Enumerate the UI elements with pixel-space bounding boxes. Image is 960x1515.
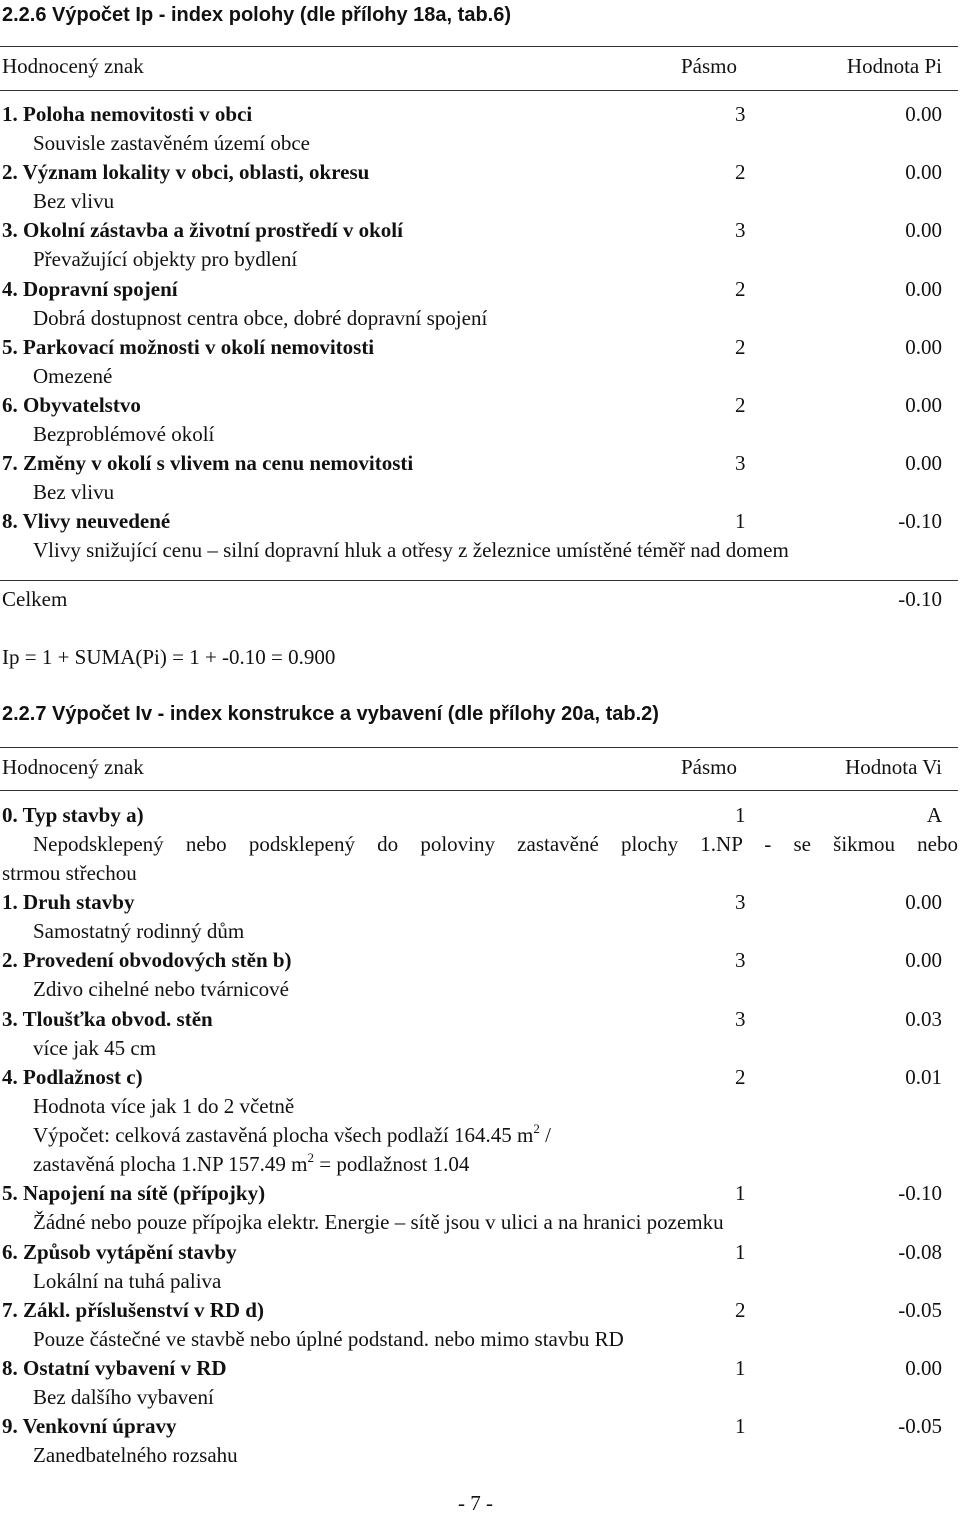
- iv-row-value: 0.01: [905, 1065, 942, 1089]
- ip-row-value: -0.10: [898, 509, 942, 533]
- iv-row-desc: Zdivo cihelné nebo tvárnicové: [33, 977, 289, 1001]
- calc-text: /: [539, 1123, 551, 1147]
- ip-row-desc: Souvisle zastavěném území obce: [33, 131, 310, 155]
- column-header-item: Hodnocený znak: [2, 54, 144, 78]
- iv-row-item: 4. Podlažnost c): [2, 1065, 143, 1089]
- iv-row-pasmo: 1: [735, 803, 746, 827]
- iv-row-item: 8. Ostatní vybavení v RD: [2, 1356, 227, 1380]
- ip-row-item: 2. Význam lokality v obci, oblasti, okresu: [2, 160, 370, 184]
- ip-row-value: 0.00: [905, 160, 942, 184]
- iv-row-pasmo: 3: [735, 948, 746, 972]
- ip-row-pasmo: 3: [735, 451, 746, 475]
- iv-row-desc: Samostatný rodinný dům: [33, 919, 245, 943]
- total-label: Celkem: [2, 587, 68, 611]
- ip-row-value: 0.00: [905, 102, 942, 126]
- iv-row-item: 9. Venkovní úpravy: [2, 1414, 177, 1438]
- ip-row-item: 4. Dopravní spojení: [2, 277, 178, 301]
- iv-row-item: 6. Způsob vytápění stavby: [2, 1240, 237, 1264]
- iv-row-value: A: [926, 803, 942, 827]
- header-rule: [0, 747, 958, 748]
- ip-row-desc: Bezproblémové okolí: [33, 422, 215, 446]
- column-header-item: Hodnocený znak: [2, 755, 144, 779]
- iv-row-item: 2. Provedení obvodových stěn b): [2, 948, 292, 972]
- section-iv-heading: 2.2.7 Výpočet Iv - index konstrukce a vybavení (dle přílohy 20a, tab.2): [2, 703, 659, 725]
- iv-row-desc: Zanedbatelného rozsahu: [33, 1443, 238, 1467]
- iv-row-pasmo: 1: [735, 1240, 746, 1264]
- ip-row-value: 0.00: [905, 218, 942, 242]
- iv-row-desc: Pouze částečné ve stavbě nebo úplné podstand. nebo mimo stavbu RD: [33, 1327, 624, 1351]
- total-value: -0.10: [898, 587, 942, 611]
- iv-row-value: 0.00: [905, 1356, 942, 1380]
- ip-row-item: 5. Parkovací možnosti v okolí nemovitosti: [2, 335, 375, 359]
- ip-row-value: 0.00: [905, 451, 942, 475]
- iv-row-desc: Bez dalšího vybavení: [33, 1385, 214, 1409]
- ip-row-item: 8. Vlivy neuvedené: [2, 509, 171, 533]
- page-number: - 7 -: [458, 1491, 493, 1515]
- ip-row-item: 6. Obyvatelstvo: [2, 393, 141, 417]
- ip-row-pasmo: 1: [735, 509, 746, 533]
- header-rule: [0, 90, 958, 91]
- ip-row-desc: Vlivy snižující cenu – silní dopravní hluk a otřesy z železnice umístěné téměř nad domem: [33, 538, 789, 562]
- ip-formula: Ip = 1 + SUMA(Pi) = 1 + -0.10 = 0.900: [2, 645, 336, 669]
- iv-row-pasmo: 2: [735, 1065, 746, 1089]
- iv-row-calc: [33, 1150, 470, 1176]
- iv-row-value: -0.05: [898, 1414, 942, 1438]
- ip-row-item: 7. Změny v okolí s vlivem na cenu nemovitosti: [2, 451, 414, 475]
- header-rule: [0, 46, 958, 47]
- iv-row-pasmo: 2: [735, 1298, 746, 1322]
- superscript: 2: [533, 1121, 540, 1136]
- iv-row-pasmo: 1: [735, 1414, 746, 1438]
- column-header-value: Hodnota Vi: [845, 755, 942, 779]
- ip-row-pasmo: 2: [735, 277, 746, 301]
- iv-row-value: -0.08: [898, 1240, 942, 1264]
- iv-row-value: 0.00: [905, 948, 942, 972]
- iv-row-desc: strmou střechou: [2, 861, 137, 885]
- column-header-pasmo: Pásmo: [681, 54, 738, 78]
- ip-row-pasmo: 2: [735, 160, 746, 184]
- column-header-value: Hodnota Pi: [846, 54, 942, 78]
- ip-row-item: 3. Okolní zástavba a životní prostředí v okolí: [2, 218, 403, 242]
- ip-row-desc: Bez vlivu: [33, 189, 115, 213]
- header-rule: [0, 790, 958, 791]
- ip-row-pasmo: 3: [735, 218, 746, 242]
- ip-row-pasmo: 2: [735, 393, 746, 417]
- iv-row-desc: Nepodsklepený nebo podsklepený do poloviny zastavěné plochy 1.NP - se šikmou nebo: [33, 832, 958, 856]
- iv-row-value: -0.10: [898, 1181, 942, 1205]
- ip-row-desc: Převažující objekty pro bydlení: [33, 247, 298, 271]
- iv-row-item: 1. Druh stavby: [2, 890, 135, 914]
- iv-row-pasmo: 3: [735, 1007, 746, 1031]
- ip-row-desc: Bez vlivu: [33, 480, 115, 504]
- iv-row-calc: [33, 1121, 551, 1147]
- calc-text: zastavěná plocha 1.NP 157.49 m: [33, 1152, 308, 1176]
- ip-row-value: 0.00: [905, 277, 942, 301]
- iv-row-pasmo: 1: [735, 1181, 746, 1205]
- column-header-pasmo: Pásmo: [681, 755, 738, 779]
- calc-text: = podlažnost 1.04: [314, 1152, 470, 1176]
- iv-row-item: 5. Napojení na sítě (přípojky): [2, 1181, 266, 1205]
- iv-row-desc: Žádné nebo pouze přípojka elektr. Energie – sítě jsou v ulici a na hranici pozemku: [33, 1210, 724, 1234]
- iv-row-value: -0.05: [898, 1298, 942, 1322]
- ip-row-desc: Omezené: [33, 364, 113, 388]
- ip-row-pasmo: 3: [735, 102, 746, 126]
- iv-row-item: 7. Zákl. příslušenství v RD d): [2, 1298, 264, 1322]
- iv-row-desc: více jak 45 cm: [33, 1036, 157, 1060]
- ip-row-desc: Dobrá dostupnost centra obce, dobré dopravní spojení: [33, 306, 488, 330]
- iv-row-desc: Hodnota více jak 1 do 2 včetně: [33, 1094, 295, 1118]
- section-ip-heading: 2.2.6 Výpočet Ip - index polohy (dle přílohy 18a, tab.6): [2, 4, 512, 26]
- ip-row-value: 0.00: [905, 393, 942, 417]
- ip-row-value: 0.00: [905, 335, 942, 359]
- ip-row-item: 1. Poloha nemovitosti v obci: [2, 102, 253, 126]
- iv-row-pasmo: 1: [735, 1356, 746, 1380]
- superscript: 2: [307, 1150, 314, 1165]
- iv-row-value: 0.00: [905, 890, 942, 914]
- iv-row-pasmo: 3: [735, 890, 746, 914]
- total-rule: [0, 580, 958, 581]
- ip-row-pasmo: 2: [735, 335, 746, 359]
- iv-row-item: 3. Tloušťka obvod. stěn: [2, 1007, 213, 1031]
- iv-row-item: 0. Typ stavby a): [2, 803, 144, 827]
- calc-text: Výpočet: celková zastavěná plocha všech podlaží 164.45 m: [33, 1123, 534, 1147]
- iv-row-desc: Lokální na tuhá paliva: [33, 1269, 222, 1293]
- iv-row-value: 0.03: [905, 1007, 942, 1031]
